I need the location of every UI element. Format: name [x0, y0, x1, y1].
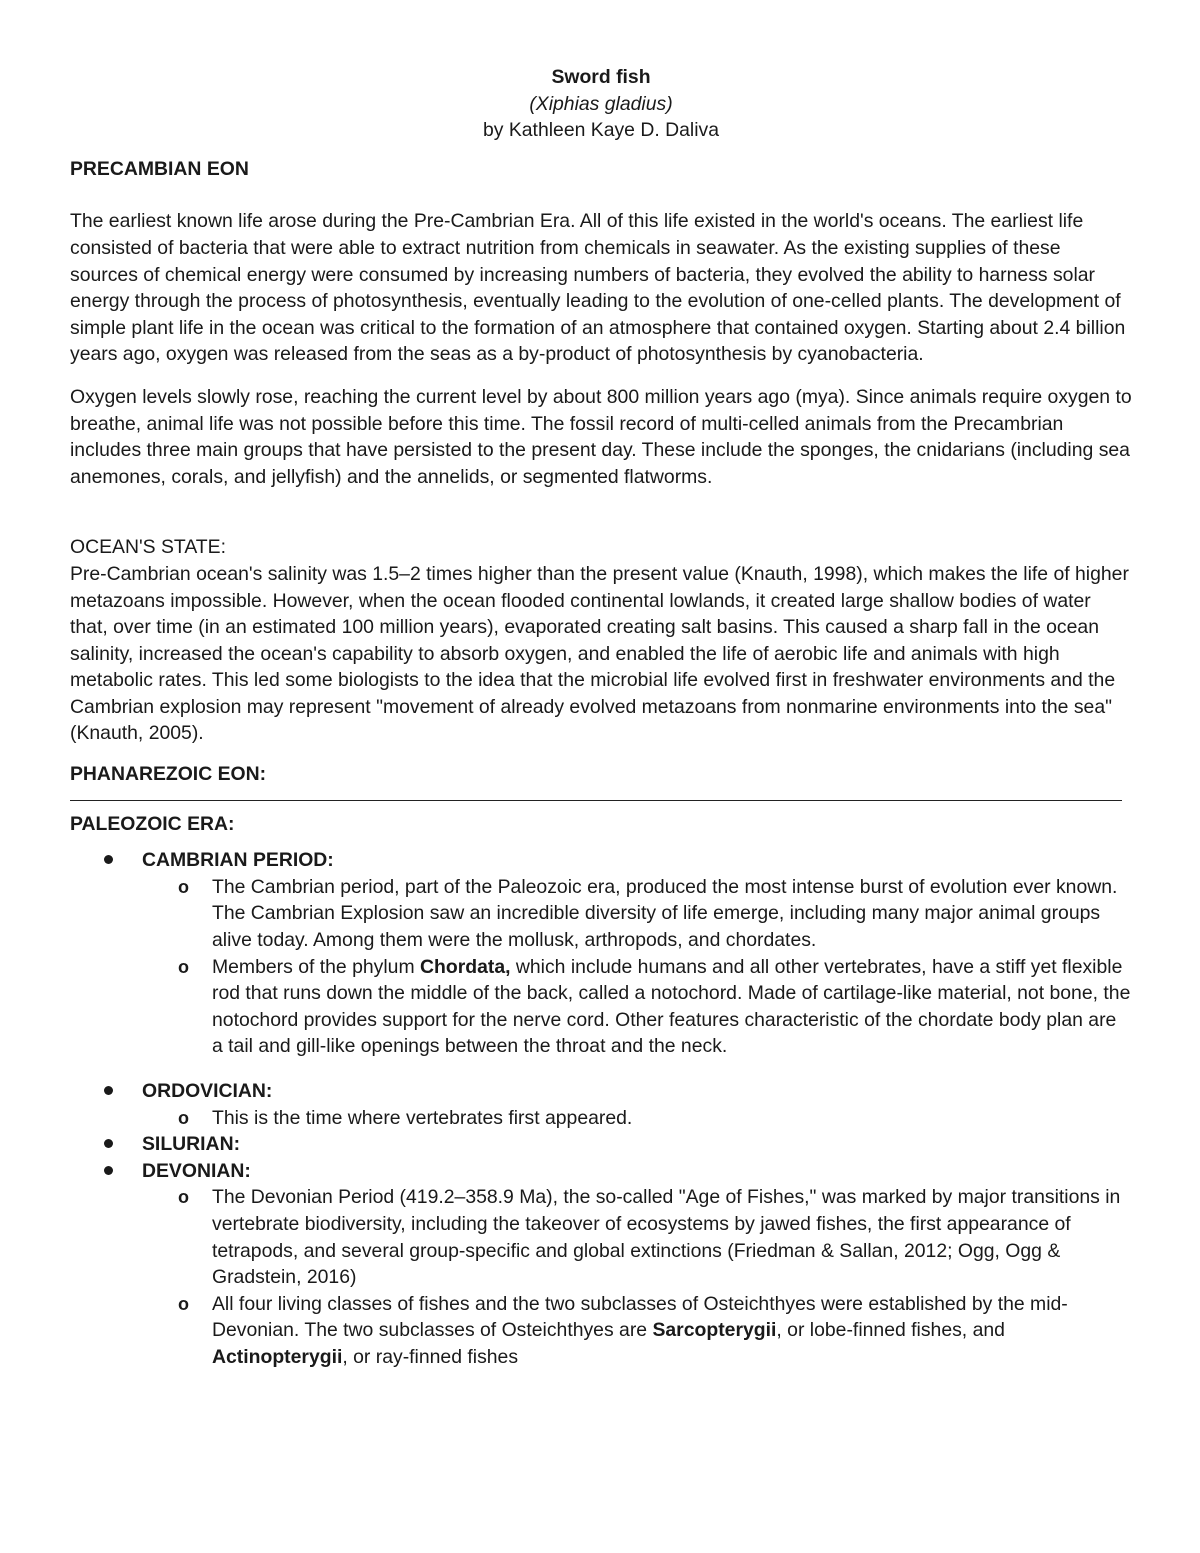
precambrian-paragraph-2: Oxygen levels slowly rose, reaching the current level by about 800 million years ago (mya). Since animals require oxygen to breathe, animal life was not possible before this time. The fossil record of multi-celled animals from the Precambrian includes three main groups that have persisted to the present day. These include the sponges, the cnidarians (including sea anemones, corals, and jellyfish) and the annelids, or segmented flatworms. [70, 385, 1132, 488]
list-item [142, 874, 1132, 954]
cambrian-label: CAMBRIAN PERIOD: [142, 849, 334, 872]
bullet-icon [104, 1086, 113, 1095]
devonian-item-1: The Devonian Period (419.2–358.9 Ma), the so-called "Age of Fishes," was marked by major transitions in vertebrate biodiversity, including the takeover of ecosystems by jawed fishes, the first appearance of tetrapods, and several group-specific and global extinctions (Friedman & Sallan, 2012; Ogg, Ogg & Gradstein, 2016) [212, 1186, 1121, 1289]
sub-bullet-icon: o [178, 876, 189, 897]
cambrian-item-2-pre: Members of the phylum [212, 955, 420, 978]
sub-bullet-icon: o [178, 956, 189, 977]
list-item [142, 1105, 1132, 1132]
list-item [142, 1291, 1132, 1371]
silurian-label: SILURIAN: [142, 1133, 241, 1156]
list-item-silurian [70, 1131, 1132, 1158]
bullet-icon [104, 855, 113, 864]
sub-bullet-icon: o [178, 1107, 189, 1128]
bullet-icon [104, 1166, 113, 1175]
bullet-icon [104, 1139, 113, 1148]
list-spacer [70, 1060, 1132, 1078]
list-item [142, 1184, 1132, 1290]
list-item-ordovician [70, 1078, 1132, 1131]
phanerozoic-heading: PHANAREZOIC EON: [70, 763, 267, 786]
ordovician-item-1: This is the time where vertebrates first appeared. [212, 1106, 633, 1129]
list-item-cambrian [70, 847, 1132, 1060]
sub-bullet-icon: o [178, 1293, 189, 1314]
devonian-label: DEVONIAN: [142, 1159, 251, 1182]
document-page [70, 64, 1132, 1371]
author-line: by Kathleen Kaye D. Daliva [482, 119, 720, 142]
paleozoic-heading: PALEOZOIC ERA: [70, 812, 235, 835]
document-title: Sword fish [551, 66, 651, 88]
chordata-term: Chordata, [420, 955, 511, 978]
ordovician-label: ORDOVICIAN: [142, 1080, 273, 1102]
cambrian-item-1: The Cambrian period, part of the Paleozoic era, produced the most intense burst of evolution ever known. The Cambrian Explosion saw an incredible diversity of life emerge, including many major animal groups alive today. Among them were the mollusk, arthropods, and chordates. [212, 875, 1118, 952]
sarcopterygii-term: Sarcopterygii [652, 1319, 777, 1342]
scientific-name: (Xiphias gladius) [529, 92, 673, 115]
actinopterygii-term: Actinopterygii [212, 1345, 343, 1368]
ocean-state-text: Pre-Cambrian ocean's salinity was 1.5–2 times higher than the present value (Knauth, 1998), which makes the life of higher metazoans impossible. However, when the ocean flooded continental lowlands, it created large shallow bodies of water that, over time (in an estimated 100 million years), evaporated creating salt basins. This caused a sharp fall in the ocean salinity, increased the ocean's capability to absorb oxygen, and enabled the life of aerobic life and animals with high metabolic rates. This led some biologists to the idea that the microbial life evolved first in freshwater environments and the Cambrian explosion may represent "movement of already evolved metazoans from nonmarine environments into the sea" (Knauth, 2005). [70, 562, 1129, 745]
precambrian-heading: PRECAMBIAN EON [70, 157, 249, 180]
ordovician-sublist [142, 1105, 1132, 1132]
precambrian-paragraph-1: The earliest known life arose during the Pre-Cambrian Era. All of this life existed in the world's oceans. The earliest life consisted of bacteria that were able to extract nutrition from chemicals in seawater. As the existing supplies of these sources of chemical energy were consumed by increasing numbers of bacteria, they evolved the ability to harness solar energy through the process of photosynthesis, eventually leading to the evolution of one-celled plants. The development of simple plant life in the ocean was critical to the formation of an atmosphere that contained oxygen. Starting about 2.4 billion years ago, oxygen was released from the seas as a by-product of photosynthesis by cyanobacteria. [70, 210, 1126, 366]
ocean-state-label: OCEAN'S STATE: [70, 536, 226, 559]
list-item-devonian [70, 1158, 1132, 1371]
devonian-item-2-post: , or ray-finned fishes [342, 1345, 519, 1368]
devonian-item-2-mid: , or lobe-finned fishes, and [776, 1319, 1005, 1342]
horizontal-rule [70, 800, 1122, 801]
sub-bullet-icon: o [178, 1187, 189, 1208]
cambrian-item-2-post: which include humans and all other vertebrates, have a stiff yet flexible rod that runs down the middle of the back, called a notochord. Made of cartilage-like material, not bone, the notochord provides support for the nerve cord. Other features characteristic of the chordate body plan are a tail and gill-like openings between the throat and the neck. [212, 955, 1131, 1058]
devonian-sublist [142, 1184, 1132, 1370]
devonian-item-2-pre: All four living classes of fishes and the two subclasses of Osteichthyes were established by the mid-Devonian. The two subclasses of Osteichthyes are [212, 1292, 1068, 1342]
period-list [70, 847, 1132, 1370]
cambrian-sublist [142, 874, 1132, 1060]
list-item [142, 954, 1132, 1060]
